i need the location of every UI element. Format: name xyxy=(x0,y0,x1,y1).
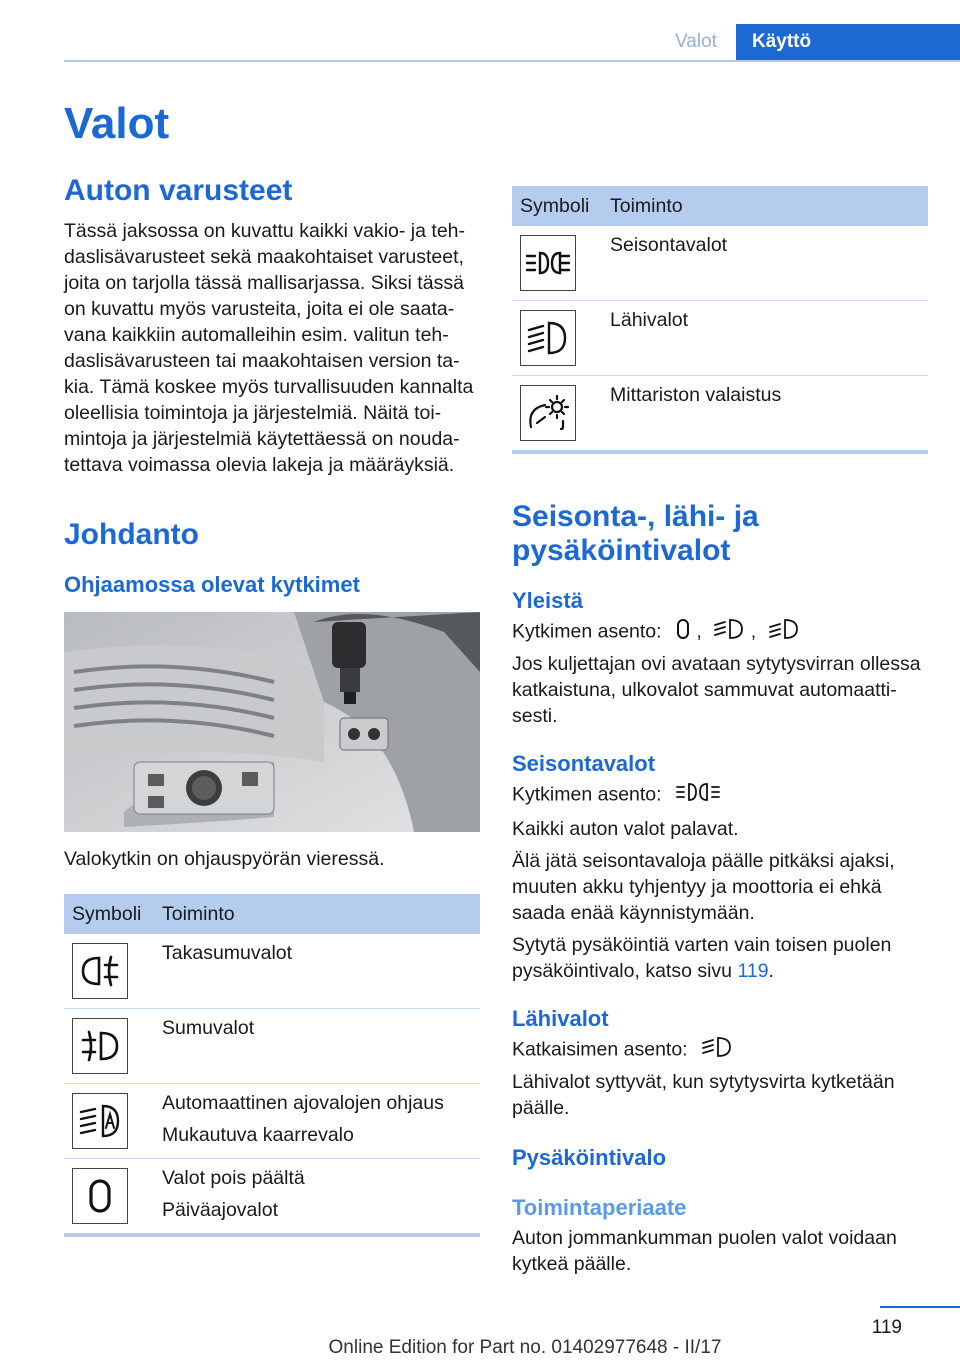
parking-p3-text: Sytytä pysäköintiä varten vain toisen puolen pysäköintivalo, katso sivu xyxy=(512,934,892,982)
parking-switch-line xyxy=(512,781,928,810)
table-end-rule xyxy=(64,1233,480,1237)
edition-line: Online Edition for Part no. 01402977648 - II/17 xyxy=(328,1337,722,1358)
rear-fog-light-icon xyxy=(72,943,128,999)
separator: , xyxy=(696,620,702,643)
footer-rule xyxy=(880,1306,960,1308)
parking-light-icon xyxy=(675,781,721,810)
table-header-function: Toiminto xyxy=(608,186,928,226)
parking-heading: Seisontavalot xyxy=(512,751,656,776)
function-text: Automaattinen ajovalojen ohjaus xyxy=(162,1092,444,1114)
general-heading: Yleistä xyxy=(512,588,583,613)
page-header xyxy=(0,0,960,64)
parking-light-heading: Pysäköintivalo xyxy=(512,1145,667,1170)
automatic-headlight-icon xyxy=(72,1093,128,1149)
front-fog-light-icon xyxy=(72,1018,128,1074)
right-symbol-table xyxy=(512,186,928,450)
table-end-rule xyxy=(512,450,928,454)
table-row xyxy=(512,301,928,376)
page-number: 119 xyxy=(871,1317,902,1338)
low-beam-icon xyxy=(701,1036,733,1065)
parking-light-subheading: Toimintaperiaate xyxy=(512,1195,687,1220)
function-text: Lähivalot xyxy=(610,309,689,331)
dashboard-illustration xyxy=(64,612,480,832)
lights-off-icon xyxy=(675,618,691,647)
switch-label: Kytkimen asento: xyxy=(512,620,662,643)
equipment-heading: Auton varusteet xyxy=(64,174,293,207)
parking-light-body: Auton jommankumman puolen valot voidaan kytkeä päälle. xyxy=(512,1227,897,1275)
table-header-symbol: Symboli xyxy=(64,894,160,934)
photo-caption: Valokytkin on ohjauspyörän vieressä. xyxy=(64,848,385,870)
low-beam-icon xyxy=(520,310,576,366)
left-column xyxy=(64,96,480,1237)
automatic-headlight-icon xyxy=(768,618,800,647)
table-row xyxy=(512,376,928,451)
lights-section-heading: Seisonta-, lähi- ja pysäköintivalot xyxy=(512,500,759,567)
intro-heading: Johdanto xyxy=(64,518,199,551)
right-column xyxy=(512,186,928,1277)
general-switch-line xyxy=(512,618,928,647)
equipment-body: Tässä jaksossa on kuvattu kaikki vakio- ja tehdaslisävarusteet sekä maakohtaiset varusteet, joita on tarjolla tässä mallisarjassa. Siksi tässä on kuvattu myös varusteita, joita ei ole saatavana kaikkiin automalleihin esim. valitun tehdaslisävarusteen tai maakohtaisen version takia. Tämä koskee myös turvallisuuden kannalta oleellisia toimintoja ja järjestelmiä. Näitä toimintoja ja järjestelmiä käytettäessä on noudatettava voimassa olevia lakeja ja määräyksiä. xyxy=(64,220,474,476)
parking-p2: Älä jätä seisontavaloja päälle pitkäksi ajaksi, muuten akku tyhjentyy ja moottoria ei ehkä saada enää käynnistymään. xyxy=(512,850,895,924)
function-text: Sumuvalot xyxy=(162,1017,255,1039)
page-title: Valot xyxy=(64,99,170,148)
separator: , xyxy=(750,620,757,643)
parking-light-icon xyxy=(520,235,576,291)
parking-p1: Kaikki auton valot palavat. xyxy=(512,818,739,840)
function-text: Mittariston valaistus xyxy=(610,384,782,406)
parking-p3 xyxy=(512,932,928,984)
low-beam-switch-line xyxy=(512,1036,928,1065)
function-text: Valot pois päältä xyxy=(162,1167,305,1189)
low-beam-heading: Lähivalot xyxy=(512,1006,609,1031)
dashboard-light-switch-photo xyxy=(64,612,480,832)
intro-subheading: Ohjaamossa olevat kytkimet xyxy=(64,572,360,597)
lights-off-icon xyxy=(72,1168,128,1224)
function-text: Takasumuvalot xyxy=(162,942,293,964)
table-row xyxy=(64,1159,480,1234)
table-row xyxy=(64,1009,480,1084)
function-text: Päiväajovalot xyxy=(162,1199,278,1221)
table-row xyxy=(512,226,928,301)
page-link[interactable]: 119 xyxy=(737,960,769,982)
header-rule xyxy=(64,60,960,62)
chapter-tab[interactable]: Käyttö xyxy=(736,24,960,60)
instrument-lighting-icon xyxy=(520,385,576,441)
table-header-symbol: Symboli xyxy=(512,186,608,226)
function-text: Mukautuva kaarrevalo xyxy=(162,1124,354,1146)
function-text: Seisontavalot xyxy=(610,234,728,256)
left-symbol-table xyxy=(64,894,480,1233)
low-beam-icon xyxy=(713,618,745,647)
table-row xyxy=(64,1084,480,1159)
switch-label: Kytkimen asento: xyxy=(512,783,662,806)
table-header-function: Toiminto xyxy=(160,894,480,934)
section-tab[interactable]: Valot xyxy=(675,31,717,52)
parking-p3-end: . xyxy=(768,960,774,982)
general-body: Jos kuljettajan ovi avataan sytytysvirran ollessa katkaistuna, ulkovalot sammuvat automaattisesti. xyxy=(512,653,921,727)
table-row xyxy=(64,934,480,1009)
switch-label: Katkaisimen asento: xyxy=(512,1038,688,1061)
low-beam-body: Lähivalot syttyvät, kun sytytysvirta kytketään päälle. xyxy=(512,1071,895,1119)
